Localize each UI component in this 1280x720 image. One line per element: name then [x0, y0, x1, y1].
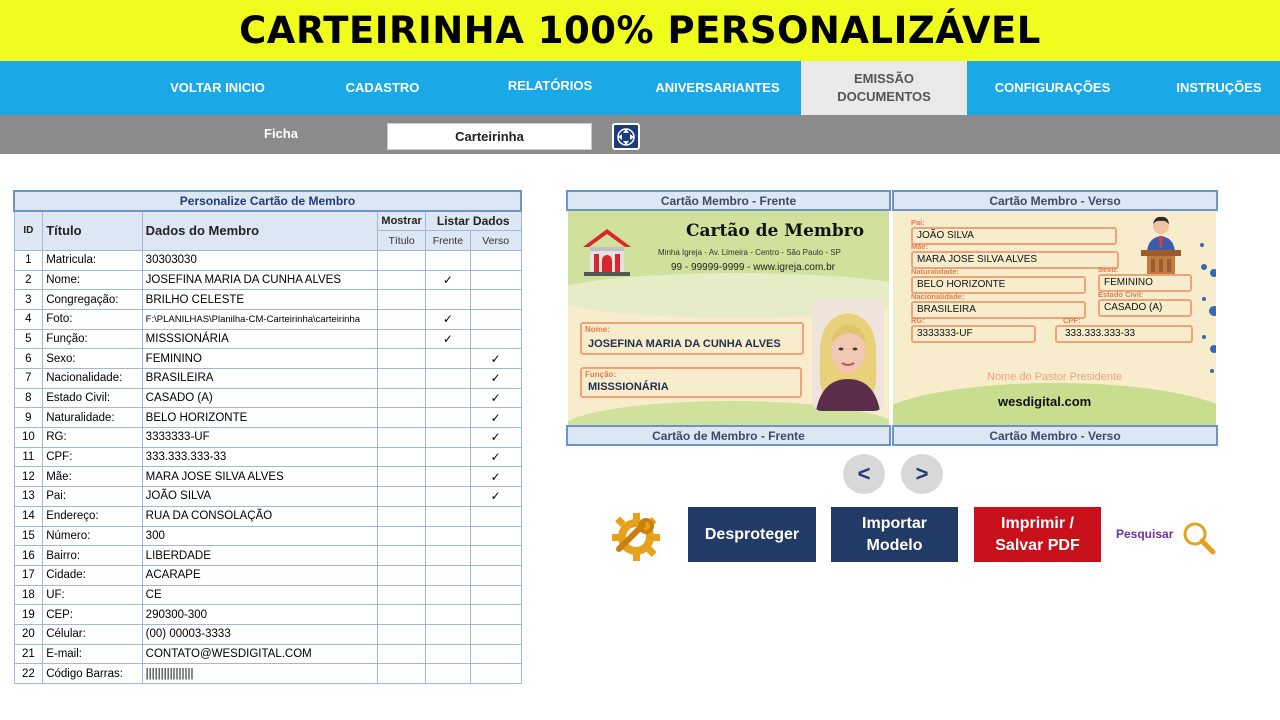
back-card-footer: Cartão Membro - Verso — [892, 425, 1218, 446]
table-row — [14, 369, 521, 389]
back-estado-civil-field — [1098, 291, 1192, 317]
row-id: 11 — [14, 447, 43, 467]
row-frente-check[interactable] — [425, 447, 470, 467]
back-rg-value: 3333333-UF — [911, 325, 1036, 343]
row-dados[interactable]: JOSEFINA MARIA DA CUNHA ALVES — [142, 270, 378, 290]
table-row — [14, 447, 521, 467]
row-titulo: E-mail: — [43, 644, 142, 664]
settings-tools-icon[interactable] — [605, 508, 663, 566]
row-frente-check[interactable] — [425, 408, 470, 428]
row-titulo: Nome: — [43, 270, 142, 290]
table-row — [14, 250, 521, 270]
row-titulo: Célular: — [43, 624, 142, 644]
row-dados[interactable]: |||||||||||||||| — [142, 664, 378, 684]
row-mostrar-titulo[interactable] — [378, 349, 426, 369]
row-frente-check[interactable] — [425, 664, 470, 684]
table-row — [14, 585, 521, 605]
row-verso-check[interactable] — [470, 270, 521, 290]
row-dados[interactable]: MISSSIONÁRIA — [142, 329, 378, 349]
row-titulo: RG: — [43, 428, 142, 448]
row-id: 3 — [14, 290, 43, 310]
nav-emissao-documentos[interactable]: EMISSÃO DOCUMENTOS — [801, 61, 967, 115]
back-pastor-signature: Nome do Pastor Presidente — [987, 371, 1123, 383]
row-dados[interactable]: BELO HORIZONTE — [142, 408, 378, 428]
header-titulo: Título — [43, 211, 142, 250]
row-titulo: Endereço: — [43, 506, 142, 526]
row-mostrar-titulo[interactable] — [378, 408, 426, 428]
row-titulo: Sexo: — [43, 349, 142, 369]
row-dados[interactable]: CONTATO@WESDIGITAL.COM — [142, 644, 378, 664]
back-cpf-value: 333.333.333-33 — [1055, 325, 1193, 343]
row-mostrar-titulo[interactable] — [378, 467, 426, 487]
table-row — [14, 487, 521, 507]
row-id: 21 — [14, 644, 43, 664]
row-frente-check[interactable]: ✓ — [425, 329, 470, 349]
table-row — [14, 506, 521, 526]
row-id: 2 — [14, 270, 43, 290]
back-card-header: Cartão Membro - Verso — [892, 190, 1218, 211]
row-frente-check[interactable] — [425, 624, 470, 644]
row-titulo: Nacionalidade: — [43, 369, 142, 389]
row-id: 8 — [14, 388, 43, 408]
row-frente-check[interactable] — [425, 290, 470, 310]
row-verso-check[interactable] — [470, 250, 521, 270]
row-mostrar-titulo[interactable] — [378, 250, 426, 270]
header-listar: Listar Dados — [425, 211, 521, 231]
row-mostrar-titulo[interactable] — [378, 585, 426, 605]
nav-cadastro[interactable]: CADASTRO — [345, 80, 420, 95]
row-mostrar-titulo[interactable] — [378, 447, 426, 467]
prev-arrow-button[interactable]: < — [843, 454, 885, 494]
row-id: 16 — [14, 546, 43, 566]
back-rg-field — [911, 317, 1036, 343]
back-mae-value: MARA JOSE SILVA ALVES — [911, 251, 1119, 269]
row-mostrar-titulo[interactable] — [378, 270, 426, 290]
row-frente-check[interactable] — [425, 388, 470, 408]
back-mae-field — [911, 243, 1119, 269]
row-dados[interactable]: F:\PLANILHAS\Planilha-CM-Carteirinha\carteirinha — [142, 309, 378, 329]
row-verso-check[interactable]: ✓ — [470, 487, 521, 507]
header-dados: Dados do Membro — [142, 211, 378, 250]
back-naturalidade-label: Naturalidade: — [911, 267, 959, 276]
row-mostrar-titulo[interactable] — [378, 546, 426, 566]
table-row — [14, 309, 521, 329]
row-mostrar-titulo[interactable] — [378, 565, 426, 585]
row-id: 20 — [14, 624, 43, 644]
row-verso-check[interactable]: ✓ — [470, 349, 521, 369]
row-id: 6 — [14, 349, 43, 369]
row-dados[interactable]: 3333333-UF — [142, 428, 378, 448]
ficha-select[interactable]: Carteirinha — [387, 123, 592, 150]
row-dados[interactable]: RUA DA CONSOLAÇÃO — [142, 506, 378, 526]
subheader-verso: Verso — [470, 231, 521, 251]
row-titulo: Matricula: — [43, 250, 142, 270]
row-id: 18 — [14, 585, 43, 605]
table-row — [14, 467, 521, 487]
row-verso-check[interactable] — [470, 506, 521, 526]
row-frente-check[interactable] — [425, 546, 470, 566]
back-sexo-label: Sexo: — [1098, 265, 1119, 274]
desproteger-button[interactable]: Desproteger — [688, 507, 816, 562]
header-mostrar: Mostrar — [378, 211, 426, 231]
row-dados[interactable]: CE — [142, 585, 378, 605]
row-titulo: Bairro: — [43, 546, 142, 566]
header-id: ID — [14, 211, 43, 250]
row-verso-check[interactable] — [470, 624, 521, 644]
row-mostrar-titulo[interactable] — [378, 664, 426, 684]
ficha-bar — [0, 115, 1280, 154]
row-mostrar-titulo[interactable] — [378, 605, 426, 625]
row-id: 7 — [14, 369, 43, 389]
row-id: 13 — [14, 487, 43, 507]
back-rg-label: RG: — [911, 316, 925, 325]
next-arrow-button[interactable]: > — [901, 454, 943, 494]
row-id: 4 — [14, 309, 43, 329]
row-titulo: CPF: — [43, 447, 142, 467]
table-row — [14, 270, 521, 290]
row-titulo: Mãe: — [43, 467, 142, 487]
row-verso-check[interactable] — [470, 565, 521, 585]
table-row — [14, 605, 521, 625]
back-pai-field — [911, 219, 1117, 245]
row-frente-check[interactable] — [425, 585, 470, 605]
row-id: 15 — [14, 526, 43, 546]
row-id: 17 — [14, 565, 43, 585]
front-card-footer: Cartão de Membro - Frente — [566, 425, 891, 446]
back-pai-label: Pai: — [911, 218, 925, 227]
row-verso-check[interactable]: ✓ — [470, 467, 521, 487]
row-dados[interactable]: 30303030 — [142, 250, 378, 270]
row-titulo: CEP: — [43, 605, 142, 625]
pesquisar-label[interactable]: Pesquisar — [1116, 527, 1174, 541]
row-verso-check[interactable]: ✓ — [470, 388, 521, 408]
row-dados[interactable]: CASADO (A) — [142, 388, 378, 408]
table-row — [14, 290, 521, 310]
row-verso-check[interactable] — [470, 605, 521, 625]
table-row — [14, 644, 521, 664]
row-id: 19 — [14, 605, 43, 625]
row-titulo: Congregação: — [43, 290, 142, 310]
row-frente-check[interactable] — [425, 487, 470, 507]
row-id: 9 — [14, 408, 43, 428]
row-dados[interactable]: 300 — [142, 526, 378, 546]
row-dados[interactable]: LIBERDADE — [142, 546, 378, 566]
row-verso-check[interactable] — [470, 664, 521, 684]
row-dados[interactable]: (00) 00003-3333 — [142, 624, 378, 644]
table-body — [14, 250, 521, 683]
table-row — [14, 624, 521, 644]
table-row — [14, 408, 521, 428]
front-funcao-box — [580, 367, 802, 398]
main-nav — [0, 61, 1280, 115]
row-titulo: Cidade: — [43, 565, 142, 585]
front-card-title: Cartão de Membro — [686, 221, 865, 241]
back-naturalidade-field — [911, 268, 1086, 294]
row-verso-check[interactable] — [470, 546, 521, 566]
row-dados[interactable]: FEMININO — [142, 349, 378, 369]
back-estado-civil-label: Estado Civil: — [1098, 290, 1144, 299]
table-row — [14, 388, 521, 408]
front-card-address: Minha Igreja - Av. Limeira - Centro - São Paulo - SP — [658, 248, 841, 257]
row-mostrar-titulo[interactable] — [378, 388, 426, 408]
row-verso-check[interactable]: ✓ — [470, 408, 521, 428]
row-frente-check[interactable] — [425, 565, 470, 585]
row-dados[interactable]: BRILHO CELESTE — [142, 290, 378, 310]
back-sexo-value: FEMININO — [1098, 274, 1192, 292]
row-frente-check[interactable] — [425, 644, 470, 664]
back-pai-value: JOÃO SILVA — [911, 227, 1117, 245]
row-mostrar-titulo[interactable] — [378, 309, 426, 329]
front-card-phone: 99 - 99999-9999 - www.igreja.com.br — [671, 262, 835, 273]
back-card — [893, 211, 1216, 425]
row-verso-check[interactable] — [470, 585, 521, 605]
front-nome-box — [580, 322, 804, 355]
nav-configuracoes[interactable]: CONFIGURAÇÕES — [994, 80, 1111, 95]
move-arrows-icon[interactable] — [612, 123, 640, 150]
row-verso-check[interactable]: ✓ — [470, 369, 521, 389]
row-mostrar-titulo[interactable] — [378, 329, 426, 349]
row-frente-check[interactable] — [425, 526, 470, 546]
back-cpf-field — [1055, 317, 1193, 343]
front-funcao-label: Função: — [585, 370, 617, 379]
row-titulo: Naturalidade: — [43, 408, 142, 428]
row-verso-check[interactable]: ✓ — [470, 428, 521, 448]
row-id: 14 — [14, 506, 43, 526]
row-dados[interactable]: 333.333.333-33 — [142, 447, 378, 467]
row-mostrar-titulo[interactable] — [378, 526, 426, 546]
decorative-dots-icon — [1198, 239, 1216, 379]
row-dados[interactable]: 290300-300 — [142, 605, 378, 625]
row-verso-check[interactable] — [470, 309, 521, 329]
row-frente-check[interactable] — [425, 506, 470, 526]
row-mostrar-titulo[interactable] — [378, 290, 426, 310]
search-icon[interactable] — [1180, 520, 1218, 556]
table-row — [14, 526, 521, 546]
back-site: wesdigital.com — [998, 394, 1092, 409]
table-row — [14, 349, 521, 369]
back-cpf-label: CPF: — [1063, 316, 1081, 325]
row-verso-check[interactable] — [470, 329, 521, 349]
row-titulo: Pai: — [43, 487, 142, 507]
row-id: 1 — [14, 250, 43, 270]
nav-instrucoes[interactable]: INSTRUÇÕES — [1176, 80, 1262, 95]
front-funcao-value: MISSSIONÁRIA — [588, 381, 669, 393]
back-naturalidade-value: BELO HORIZONTE — [911, 276, 1086, 294]
row-titulo: UF: — [43, 585, 142, 605]
back-mae-label: Mãe: — [911, 242, 929, 251]
table-row — [14, 664, 521, 684]
preacher-icon — [1137, 214, 1185, 276]
table-row — [14, 428, 521, 448]
row-mostrar-titulo[interactable] — [378, 428, 426, 448]
row-dados[interactable]: BRASILEIRA — [142, 369, 378, 389]
row-titulo: Número: — [43, 526, 142, 546]
row-mostrar-titulo[interactable] — [378, 487, 426, 507]
row-frente-check[interactable]: ✓ — [425, 309, 470, 329]
row-frente-check[interactable] — [425, 605, 470, 625]
row-id: 12 — [14, 467, 43, 487]
table-row — [14, 565, 521, 585]
row-verso-check[interactable] — [470, 526, 521, 546]
row-titulo: Código Barras: — [43, 664, 142, 684]
row-mostrar-titulo[interactable] — [378, 624, 426, 644]
nav-aniversariantes[interactable]: ANIVERSARIANTES — [655, 80, 780, 95]
back-nacionalidade-label: Nacionalidade: — [911, 292, 965, 301]
row-mostrar-titulo[interactable] — [378, 506, 426, 526]
row-frente-check[interactable] — [425, 250, 470, 270]
row-mostrar-titulo[interactable] — [378, 644, 426, 664]
row-dados[interactable]: ACARAPE — [142, 565, 378, 585]
row-frente-check[interactable] — [425, 467, 470, 487]
row-titulo: Foto: — [43, 309, 142, 329]
back-nacionalidade-field — [911, 293, 1086, 319]
table-row — [14, 329, 521, 349]
row-mostrar-titulo[interactable] — [378, 369, 426, 389]
front-card-header: Cartão Membro - Frente — [566, 190, 891, 211]
row-id: 22 — [14, 664, 43, 684]
back-estado-civil-value: CASADO (A) — [1098, 299, 1192, 317]
row-id: 10 — [14, 428, 43, 448]
front-card — [568, 211, 889, 425]
member-photo — [812, 299, 884, 411]
row-verso-check[interactable]: ✓ — [470, 447, 521, 467]
front-nome-label: Nome: — [585, 325, 610, 334]
table-title: Personalize Cartão de Membro — [14, 191, 521, 211]
table-row — [14, 546, 521, 566]
ficha-label: Ficha — [264, 126, 298, 141]
row-id: 5 — [14, 329, 43, 349]
row-titulo: Estado Civil: — [43, 388, 142, 408]
personalize-table — [13, 190, 522, 684]
banner-title: CARTEIRINHA 100% PERSONALIZÁVEL — [239, 9, 1041, 52]
row-verso-check[interactable] — [470, 290, 521, 310]
row-dados[interactable]: MARA JOSE SILVA ALVES — [142, 467, 378, 487]
row-titulo: Função: — [43, 329, 142, 349]
nav-voltar-inicio[interactable]: VOLTAR INICIO — [170, 80, 265, 95]
row-verso-check[interactable] — [470, 644, 521, 664]
subheader-titulo: Título — [378, 231, 426, 251]
row-dados[interactable]: JOÃO SILVA — [142, 487, 378, 507]
subheader-frente: Frente — [425, 231, 470, 251]
row-frente-check[interactable] — [425, 369, 470, 389]
church-icon — [581, 225, 633, 277]
importar-modelo-button[interactable]: Importar Modelo — [831, 507, 958, 562]
row-frente-check[interactable] — [425, 349, 470, 369]
nav-relatorios[interactable]: RELATÓRIOS — [507, 78, 593, 93]
row-frente-check[interactable] — [425, 428, 470, 448]
imprimir-pdf-button[interactable]: Imprimir / Salvar PDF — [974, 507, 1101, 562]
front-nome-value: JOSEFINA MARIA DA CUNHA ALVES — [588, 338, 781, 350]
top-banner — [0, 0, 1280, 61]
back-nacionalidade-value: BRASILEIRA — [911, 301, 1086, 319]
row-frente-check[interactable]: ✓ — [425, 270, 470, 290]
